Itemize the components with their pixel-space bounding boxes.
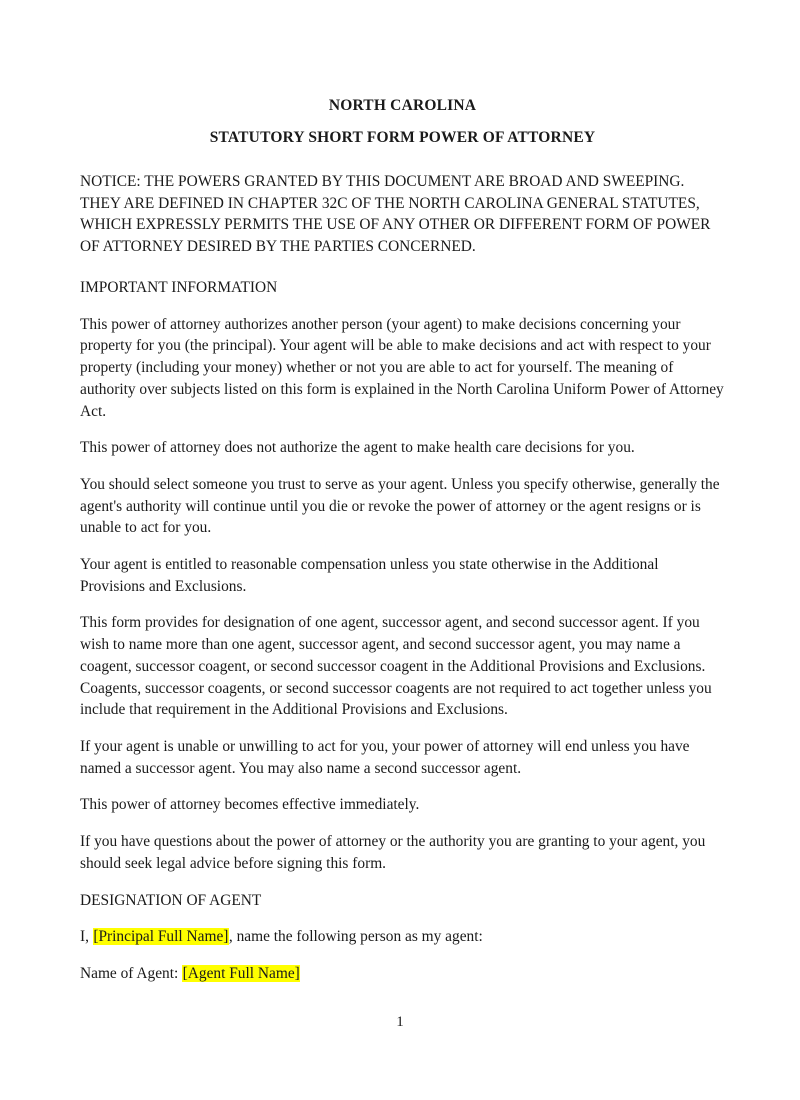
- paragraph-successor-agent: If your agent is unable or unwilling to act for you, your power of attorney will end unless you have named a successor agent. You may also name a second successor agent.: [80, 737, 690, 777]
- paragraph-select-agent: You should select someone you trust to serve as your agent. Unless you specify otherwise, generally the agent's authority will continue until you die or revoke the power of attorney or the agent resigns or is unable to act for you.: [80, 475, 720, 537]
- paragraph-legal-advice: If you have questions about the power of attorney or the authority you are granting to your agent, you should seek legal advice before signing this form.: [80, 833, 706, 872]
- principal-full-name-field[interactable]: [Principal Full Name]: [93, 928, 229, 946]
- paragraph-health-care: This power of attorney does not authorize the agent to make health care decisions for you.: [80, 439, 635, 457]
- paragraph-designation-of-agents: This form provides for designation of one agent, successor agent, and second successor agent. If you wish to name more than one agent, successor agent, and second successor agent, you may name a coagent, successor coagent, or second successor coagent in the Additional Provisions and Exclusions. Coagents, successor coagents, or second successor coagents are not required to act together unless you include that requirement in the Additional Provisions and Exclusions.: [80, 614, 712, 719]
- paragraph-compensation: Your agent is entitled to reasonable compensation unless you state otherwise in the Additional Provisions and Exclusions.: [80, 556, 659, 595]
- page-number-footer: 1: [396, 1014, 404, 1030]
- page-title: NORTH CAROLINA: [328, 97, 477, 114]
- document-body: [80, 96, 725, 1000]
- paragraph-authorizes-agent: This power of attorney authorizes another person (your agent) to make decisions concerning your property for you (the principal). Your agent will be able to make decisions and act with respect to your property (including your money) whether or not you are able to act for yourself. The meaning of authority over subjects listed on this form is explained in the North Carolina Uniform Power of Attorney Act.: [80, 315, 724, 420]
- important-information-heading: IMPORTANT INFORMATION: [80, 279, 278, 297]
- agent-name-label: Name of Agent:: [80, 964, 183, 982]
- principal-line-prefix: I,: [80, 928, 93, 946]
- principal-line-suffix: , name the following person as my agent:: [228, 928, 483, 946]
- notice-paragraph: NOTICE: THE POWERS GRANTED BY THIS DOCUMENT ARE BROAD AND SWEEPING. THEY ARE DEFINED IN CHAPTER 32C OF THE NORTH CAROLINA GENERAL STATUTES, WHICH EXPRESSLY PERMITS THE USE OF ANY OTHER OR DIFFERENT FORM OF POWER OF ATTORNEY DESIRED BY THE PARTIES CONCERNED.: [80, 172, 711, 256]
- page-subtitle: STATUTORY SHORT FORM POWER OF ATTORNEY: [209, 128, 596, 146]
- paragraph-effective-immediately: This power of attorney becomes effective immediately.: [80, 796, 420, 814]
- agent-full-name-field[interactable]: [Agent Full Name]: [182, 964, 300, 982]
- principal-name-line: [80, 926, 725, 948]
- designation-of-agent-heading: DESIGNATION OF AGENT: [80, 891, 262, 909]
- agent-name-line: [80, 963, 725, 985]
